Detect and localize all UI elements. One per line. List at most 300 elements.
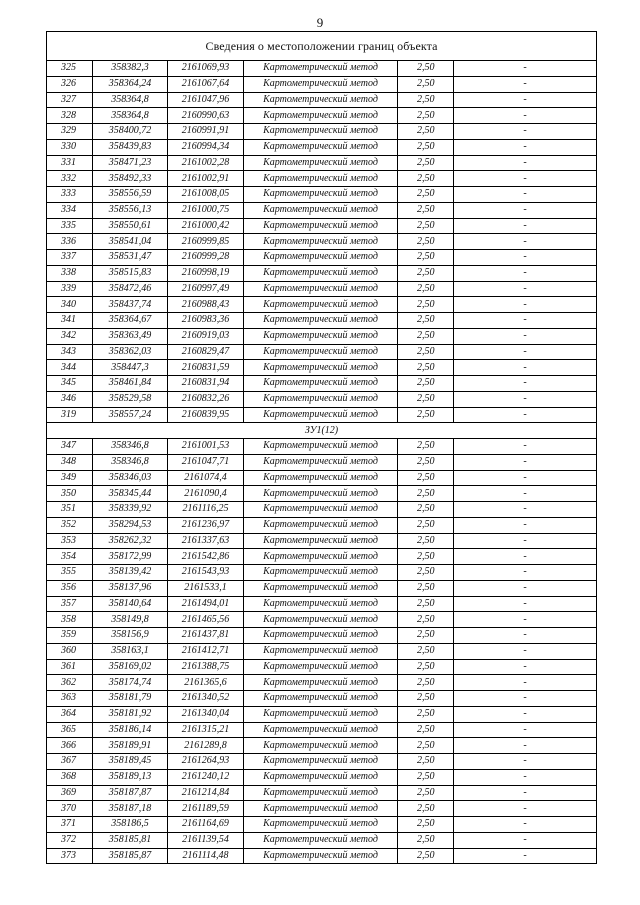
- coord-x: 358556,13: [93, 202, 168, 218]
- description: -: [454, 817, 597, 833]
- coord-y: 2160831,94: [168, 376, 244, 392]
- accuracy: 2,50: [398, 155, 454, 171]
- method: Картометрический метод: [244, 502, 398, 518]
- method: Картометрический метод: [244, 675, 398, 691]
- table-row: [47, 754, 597, 770]
- coord-x: 358181,79: [93, 691, 168, 707]
- table-row: [47, 360, 597, 376]
- coord-x: 358189,13: [93, 769, 168, 785]
- description: -: [454, 533, 597, 549]
- table-row: [47, 328, 597, 344]
- accuracy: 2,50: [398, 76, 454, 92]
- table-row: [47, 218, 597, 234]
- description: -: [454, 769, 597, 785]
- table-title-row: [47, 32, 597, 61]
- coord-x: 358362,03: [93, 344, 168, 360]
- coord-x: 358346,8: [93, 454, 168, 470]
- method: Картометрический метод: [244, 659, 398, 675]
- description: -: [454, 234, 597, 250]
- method: Картометрический метод: [244, 486, 398, 502]
- coord-y: 2160839,95: [168, 407, 244, 423]
- method: Картометрический метод: [244, 155, 398, 171]
- table-row: [47, 76, 597, 92]
- table-row: [47, 596, 597, 612]
- description: -: [454, 470, 597, 486]
- accuracy: 2,50: [398, 817, 454, 833]
- table-row: [47, 659, 597, 675]
- coord-y: 2161494,01: [168, 596, 244, 612]
- table-row: [47, 691, 597, 707]
- table-row: [47, 187, 597, 203]
- point-number: 337: [47, 250, 93, 266]
- coord-x: 358185,81: [93, 832, 168, 848]
- point-number: 342: [47, 328, 93, 344]
- table-row: [47, 124, 597, 140]
- point-number: 372: [47, 832, 93, 848]
- coord-x: 358185,87: [93, 848, 168, 864]
- coord-x: 358339,92: [93, 502, 168, 518]
- description: -: [454, 486, 597, 502]
- accuracy: 2,50: [398, 533, 454, 549]
- coord-y: 2160988,43: [168, 297, 244, 313]
- method: Картометрический метод: [244, 785, 398, 801]
- accuracy: 2,50: [398, 171, 454, 187]
- method: Картометрический метод: [244, 832, 398, 848]
- point-number: 362: [47, 675, 93, 691]
- coord-x: 358382,3: [93, 61, 168, 77]
- table-row: [47, 817, 597, 833]
- coord-y: 2161047,71: [168, 454, 244, 470]
- coord-x: 358294,53: [93, 517, 168, 533]
- accuracy: 2,50: [398, 234, 454, 250]
- point-number: 365: [47, 722, 93, 738]
- coord-y: 2160999,85: [168, 234, 244, 250]
- point-number: 357: [47, 596, 93, 612]
- method: Картометрический метод: [244, 360, 398, 376]
- section-row: [47, 423, 597, 439]
- coord-x: 358172,99: [93, 549, 168, 565]
- method: Картометрический метод: [244, 61, 398, 77]
- description: -: [454, 360, 597, 376]
- coord-y: 2160997,49: [168, 281, 244, 297]
- description: -: [454, 171, 597, 187]
- accuracy: 2,50: [398, 407, 454, 423]
- description: -: [454, 202, 597, 218]
- description: -: [454, 722, 597, 738]
- table-row: [47, 61, 597, 77]
- table-row: [47, 281, 597, 297]
- table-row: [47, 454, 597, 470]
- point-number: 347: [47, 439, 93, 455]
- description: -: [454, 565, 597, 581]
- method: Картометрический метод: [244, 596, 398, 612]
- point-number: 327: [47, 92, 93, 108]
- accuracy: 2,50: [398, 722, 454, 738]
- point-number: 340: [47, 297, 93, 313]
- table-row: [47, 801, 597, 817]
- accuracy: 2,50: [398, 218, 454, 234]
- accuracy: 2,50: [398, 454, 454, 470]
- point-number: 356: [47, 580, 93, 596]
- accuracy: 2,50: [398, 549, 454, 565]
- point-number: 325: [47, 61, 93, 77]
- method: Картометрический метод: [244, 738, 398, 754]
- coord-x: 358187,87: [93, 785, 168, 801]
- point-number: 355: [47, 565, 93, 581]
- table-row: [47, 297, 597, 313]
- description: -: [454, 612, 597, 628]
- coord-x: 358471,23: [93, 155, 168, 171]
- description: -: [454, 108, 597, 124]
- point-number: 352: [47, 517, 93, 533]
- table-row: [47, 108, 597, 124]
- coord-x: 358557,24: [93, 407, 168, 423]
- description: -: [454, 643, 597, 659]
- point-number: 363: [47, 691, 93, 707]
- table-row: [47, 391, 597, 407]
- accuracy: 2,50: [398, 785, 454, 801]
- table-row: [47, 722, 597, 738]
- description: -: [454, 801, 597, 817]
- description: -: [454, 517, 597, 533]
- coord-y: 2161437,81: [168, 628, 244, 644]
- point-number: 329: [47, 124, 93, 140]
- coord-x: 358556,59: [93, 187, 168, 203]
- point-number: 358: [47, 612, 93, 628]
- coord-x: 358400,72: [93, 124, 168, 140]
- coord-y: 2161067,64: [168, 76, 244, 92]
- point-number: 326: [47, 76, 93, 92]
- point-number: 373: [47, 848, 93, 864]
- table-row: [47, 706, 597, 722]
- accuracy: 2,50: [398, 754, 454, 770]
- coord-y: 2160919,03: [168, 328, 244, 344]
- accuracy: 2,50: [398, 265, 454, 281]
- coord-y: 2161412,71: [168, 643, 244, 659]
- description: -: [454, 454, 597, 470]
- method: Картометрический метод: [244, 565, 398, 581]
- point-number: 330: [47, 139, 93, 155]
- point-number: 319: [47, 407, 93, 423]
- method: Картометрический метод: [244, 801, 398, 817]
- accuracy: 2,50: [398, 470, 454, 486]
- description: -: [454, 738, 597, 754]
- description: -: [454, 706, 597, 722]
- description: -: [454, 502, 597, 518]
- accuracy: 2,50: [398, 565, 454, 581]
- coord-x: 358363,49: [93, 328, 168, 344]
- description: -: [454, 659, 597, 675]
- coord-x: 358149,8: [93, 612, 168, 628]
- description: -: [454, 61, 597, 77]
- coord-x: 358181,92: [93, 706, 168, 722]
- point-number: 364: [47, 706, 93, 722]
- method: Картометрический метод: [244, 218, 398, 234]
- point-number: 338: [47, 265, 93, 281]
- table-row: [47, 832, 597, 848]
- coord-y: 2160983,36: [168, 313, 244, 329]
- method: Картометрический метод: [244, 297, 398, 313]
- page-number: 9: [316, 15, 324, 30]
- coord-y: 2161000,42: [168, 218, 244, 234]
- description: -: [454, 124, 597, 140]
- coord-y: 2161074,4: [168, 470, 244, 486]
- coord-x: 358140,64: [93, 596, 168, 612]
- description: -: [454, 580, 597, 596]
- coord-y: 2161337,63: [168, 533, 244, 549]
- table-row: [47, 439, 597, 455]
- accuracy: 2,50: [398, 328, 454, 344]
- point-number: 351: [47, 502, 93, 518]
- table-row: [47, 407, 597, 423]
- accuracy: 2,50: [398, 124, 454, 140]
- accuracy: 2,50: [398, 202, 454, 218]
- coord-y: 2161139,54: [168, 832, 244, 848]
- point-number: 349: [47, 470, 93, 486]
- coord-x: 358163,1: [93, 643, 168, 659]
- table-row: [47, 769, 597, 785]
- coord-y: 2161388,75: [168, 659, 244, 675]
- table-row: [47, 643, 597, 659]
- method: Картометрический метод: [244, 580, 398, 596]
- description: -: [454, 265, 597, 281]
- coord-y: 2160998,19: [168, 265, 244, 281]
- coord-y: 2161090,4: [168, 486, 244, 502]
- description: -: [454, 155, 597, 171]
- coord-x: 358515,83: [93, 265, 168, 281]
- point-number: 368: [47, 769, 93, 785]
- description: -: [454, 218, 597, 234]
- table-row: [47, 376, 597, 392]
- coord-y: 2161047,96: [168, 92, 244, 108]
- method: Картометрический метод: [244, 281, 398, 297]
- accuracy: 2,50: [398, 643, 454, 659]
- coord-x: 358472,46: [93, 281, 168, 297]
- accuracy: 2,50: [398, 486, 454, 502]
- point-number: 331: [47, 155, 93, 171]
- table-row: [47, 265, 597, 281]
- coord-x: 358169,02: [93, 659, 168, 675]
- description: -: [454, 187, 597, 203]
- table-row: [47, 848, 597, 864]
- description: -: [454, 832, 597, 848]
- coord-y: 2161116,25: [168, 502, 244, 518]
- coord-y: 2160991,91: [168, 124, 244, 140]
- method: Картометрический метод: [244, 391, 398, 407]
- coord-x: 358461,84: [93, 376, 168, 392]
- coord-x: 358437,74: [93, 297, 168, 313]
- coord-y: 2160832,26: [168, 391, 244, 407]
- table-row: [47, 785, 597, 801]
- point-number: 353: [47, 533, 93, 549]
- coord-y: 2161114,48: [168, 848, 244, 864]
- accuracy: 2,50: [398, 848, 454, 864]
- point-number: 346: [47, 391, 93, 407]
- description: -: [454, 92, 597, 108]
- coord-x: 358346,8: [93, 439, 168, 455]
- description: -: [454, 691, 597, 707]
- description: -: [454, 297, 597, 313]
- point-number: 348: [47, 454, 93, 470]
- accuracy: 2,50: [398, 801, 454, 817]
- method: Картометрический метод: [244, 470, 398, 486]
- table-row: [47, 250, 597, 266]
- accuracy: 2,50: [398, 738, 454, 754]
- description: -: [454, 376, 597, 392]
- table-row: [47, 92, 597, 108]
- point-number: 333: [47, 187, 93, 203]
- accuracy: 2,50: [398, 61, 454, 77]
- table-row: [47, 533, 597, 549]
- section-label: ЗУ1(12): [47, 423, 597, 439]
- accuracy: 2,50: [398, 376, 454, 392]
- table-row: [47, 565, 597, 581]
- description: -: [454, 675, 597, 691]
- coord-y: 2161000,75: [168, 202, 244, 218]
- description: -: [454, 407, 597, 423]
- accuracy: 2,50: [398, 675, 454, 691]
- description: -: [454, 439, 597, 455]
- coord-y: 2161365,6: [168, 675, 244, 691]
- point-number: 350: [47, 486, 93, 502]
- method: Картометрический метод: [244, 313, 398, 329]
- coord-x: 358439,83: [93, 139, 168, 155]
- coord-x: 358364,8: [93, 92, 168, 108]
- coord-y: 2161236,97: [168, 517, 244, 533]
- coord-y: 2160994,34: [168, 139, 244, 155]
- method: Картометрический метод: [244, 407, 398, 423]
- table-row: [47, 580, 597, 596]
- point-number: 360: [47, 643, 93, 659]
- table-row: [47, 502, 597, 518]
- coord-x: 358345,44: [93, 486, 168, 502]
- coord-x: 358531,47: [93, 250, 168, 266]
- point-number: 359: [47, 628, 93, 644]
- description: -: [454, 344, 597, 360]
- point-number: 343: [47, 344, 93, 360]
- method: Картометрический метод: [244, 108, 398, 124]
- coord-x: 358156,9: [93, 628, 168, 644]
- coord-y: 2161465,56: [168, 612, 244, 628]
- method: Картометрический метод: [244, 769, 398, 785]
- accuracy: 2,50: [398, 502, 454, 518]
- point-number: 366: [47, 738, 93, 754]
- point-number: 345: [47, 376, 93, 392]
- method: Картометрический метод: [244, 187, 398, 203]
- coord-y: 2161543,93: [168, 565, 244, 581]
- coord-x: 358137,96: [93, 580, 168, 596]
- description: -: [454, 754, 597, 770]
- table-row: [47, 628, 597, 644]
- coord-x: 358189,91: [93, 738, 168, 754]
- table-row: [47, 517, 597, 533]
- accuracy: 2,50: [398, 297, 454, 313]
- accuracy: 2,50: [398, 628, 454, 644]
- coord-y: 2161315,21: [168, 722, 244, 738]
- accuracy: 2,50: [398, 139, 454, 155]
- accuracy: 2,50: [398, 187, 454, 203]
- point-number: 339: [47, 281, 93, 297]
- description: -: [454, 76, 597, 92]
- coord-y: 2161542,86: [168, 549, 244, 565]
- coord-y: 2161264,93: [168, 754, 244, 770]
- coord-y: 2161002,91: [168, 171, 244, 187]
- accuracy: 2,50: [398, 344, 454, 360]
- coord-x: 358447,3: [93, 360, 168, 376]
- description: -: [454, 281, 597, 297]
- coord-y: 2160831,59: [168, 360, 244, 376]
- coord-x: 358174,74: [93, 675, 168, 691]
- table-title: Сведения о местоположении границ объекта: [47, 32, 597, 61]
- accuracy: 2,50: [398, 360, 454, 376]
- table-row: [47, 612, 597, 628]
- method: Картометрический метод: [244, 612, 398, 628]
- table-row: [47, 202, 597, 218]
- method: Картометрический метод: [244, 92, 398, 108]
- method: Картометрический метод: [244, 139, 398, 155]
- coord-x: 358550,61: [93, 218, 168, 234]
- accuracy: 2,50: [398, 580, 454, 596]
- method: Картометрический метод: [244, 202, 398, 218]
- coord-x: 358187,18: [93, 801, 168, 817]
- coord-x: 358364,24: [93, 76, 168, 92]
- method: Картометрический метод: [244, 691, 398, 707]
- point-number: 328: [47, 108, 93, 124]
- table-row: [47, 549, 597, 565]
- table-row: [47, 675, 597, 691]
- method: Картометрический метод: [244, 124, 398, 140]
- coord-x: 358186,5: [93, 817, 168, 833]
- coord-x: 358364,67: [93, 313, 168, 329]
- point-number: 361: [47, 659, 93, 675]
- description: -: [454, 628, 597, 644]
- accuracy: 2,50: [398, 517, 454, 533]
- description: -: [454, 549, 597, 565]
- accuracy: 2,50: [398, 108, 454, 124]
- coord-x: 358541,04: [93, 234, 168, 250]
- method: Картометрический метод: [244, 76, 398, 92]
- method: Картометрический метод: [244, 344, 398, 360]
- point-number: 371: [47, 817, 93, 833]
- coord-y: 2161214,84: [168, 785, 244, 801]
- accuracy: 2,50: [398, 391, 454, 407]
- description: -: [454, 250, 597, 266]
- table-row: [47, 155, 597, 171]
- table-row: [47, 486, 597, 502]
- method: Картометрический метод: [244, 439, 398, 455]
- coord-y: 2161289,8: [168, 738, 244, 754]
- accuracy: 2,50: [398, 596, 454, 612]
- coord-y: 2161164,69: [168, 817, 244, 833]
- coord-y: 2161001,53: [168, 439, 244, 455]
- accuracy: 2,50: [398, 769, 454, 785]
- description: -: [454, 785, 597, 801]
- method: Картометрический метод: [244, 171, 398, 187]
- accuracy: 2,50: [398, 313, 454, 329]
- table-row: [47, 470, 597, 486]
- table-row: [47, 738, 597, 754]
- description: -: [454, 313, 597, 329]
- accuracy: 2,50: [398, 659, 454, 675]
- table-row: [47, 234, 597, 250]
- table-row: [47, 344, 597, 360]
- method: Картометрический метод: [244, 706, 398, 722]
- point-number: 367: [47, 754, 93, 770]
- coord-x: 358186,14: [93, 722, 168, 738]
- description: -: [454, 848, 597, 864]
- table-row: [47, 171, 597, 187]
- point-number: 370: [47, 801, 93, 817]
